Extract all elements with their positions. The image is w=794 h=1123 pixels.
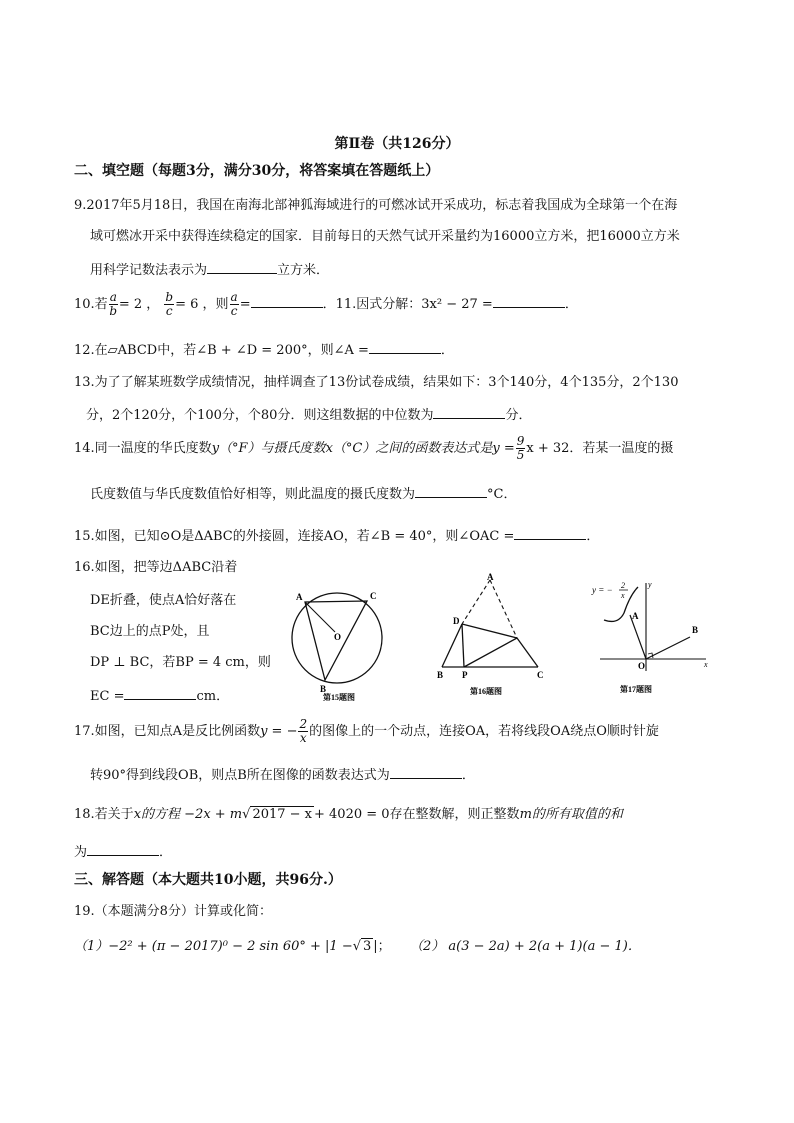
q14-line2-text: 氏度数值与华氏度数值恰好相等，则此温度的摄氏度数为: [90, 487, 416, 502]
fig17-line-oa: [630, 615, 646, 659]
q16-line2: DE折叠，使点A恰好落在: [90, 593, 237, 608]
fig17-caption: 第17题图: [620, 685, 652, 694]
fig16-dashed-ae: [490, 580, 517, 638]
q15-line: [74, 525, 599, 546]
fig17-eq-num: 2: [621, 581, 625, 590]
q9-line2: 域可燃冰开采中获得连续稳定的国家．目前每日的天然气试开采量约为16000立方米，把16000立方米: [90, 229, 680, 244]
q15-end: ．: [586, 529, 600, 544]
page-title: 第Ⅱ卷（共126分）: [334, 136, 460, 152]
fig17-label-y: y: [648, 580, 652, 589]
q16-unit: cm．: [196, 689, 230, 704]
q16-line3: BC边上的点P处，且: [90, 624, 210, 639]
q14-text-a: 14.同一温度的华氏度数: [74, 441, 212, 456]
figure-16: [432, 572, 554, 700]
q9-line3: [90, 259, 329, 280]
q18-text-a: 18.若关于: [74, 807, 134, 822]
fig16-label-d: D: [453, 616, 460, 626]
q10-fraction-ab: [109, 291, 118, 318]
q9-unit: 立方米．: [277, 263, 330, 278]
q18-answer-blank[interactable]: [87, 841, 159, 856]
q17-line2: [90, 764, 475, 785]
q9-line1: 9.2017年5月18日，我国在南海北部神狐海域进行的可燃冰试开采成功，标志着我国成为全球第一个在海: [74, 198, 678, 213]
q9-answer-blank[interactable]: [207, 259, 277, 274]
q17-answer-blank[interactable]: [390, 764, 462, 779]
q10-answer-blank[interactable]: [251, 293, 323, 308]
q14-text-c: x（°C）之间的函数表达式是: [325, 441, 493, 456]
q10-eq3: =: [239, 297, 251, 312]
q12-text: 12.在▱ABCD中，若∠B + ∠D = 200°，则∠A =: [74, 343, 369, 358]
fig16-fold-de: [462, 624, 517, 638]
fig17-eq: y = −: [592, 585, 613, 595]
q16-line4: DP ⊥ BC，若BP = 4 cm，则: [90, 655, 271, 670]
q17-text-a: 17.如图，已知点A是反比例函数: [74, 724, 261, 739]
q19-part1-text-b: |；: [373, 939, 391, 954]
q16-line1: 16.如图，把等边ΔABC沿着: [74, 560, 238, 575]
q14-fraction: [516, 435, 526, 462]
q15-answer-blank[interactable]: [514, 525, 586, 540]
fig16-line-pe: [464, 638, 517, 667]
q18-text-c: + 4020 = 0存在整数解，则正整数: [314, 807, 520, 822]
fig15-label-a: A: [296, 592, 303, 602]
q12-answer-blank[interactable]: [369, 339, 441, 354]
q13-line1: 13.为了了解某班数学成绩情况，抽样调查了13份试卷成绩，结果如下：3个140分，4个135分，2个130: [74, 375, 679, 390]
q14-line2: [90, 483, 516, 504]
q14-answer-blank[interactable]: [415, 483, 487, 498]
fig16-caption: 第16题图: [470, 687, 502, 696]
q10-q11-line: [74, 289, 578, 321]
q14-den: 5: [516, 448, 525, 462]
q18-end: ．: [159, 845, 173, 860]
q10-num-a: a: [109, 290, 117, 304]
q18-text-d: m的所有取值的和: [519, 807, 623, 822]
q16-line5: [90, 685, 229, 706]
q14-unit: °C．: [487, 487, 517, 502]
fig17-eq-den: x: [621, 591, 625, 600]
q14-text-b: y（°F）与摄氏度数: [211, 441, 326, 456]
q18-line2: [74, 841, 172, 862]
q13-line2: [86, 404, 531, 425]
q14-text-d: y =: [492, 441, 515, 456]
q10-den-c2: c: [230, 304, 238, 318]
q10-fraction-bc: [164, 291, 174, 318]
fig16-label-p: P: [462, 670, 468, 680]
q17-fraction: [298, 718, 308, 745]
q18-text-b: x的方程 −2x + m: [133, 807, 243, 822]
q10-den-b: b: [109, 304, 118, 318]
fig17-label-a: A: [632, 611, 639, 621]
fig16-label-c: C: [537, 670, 544, 680]
section-fill-in-heading: 二、填空题（每题3分，满分30分，将答案填在答题纸上）: [74, 163, 440, 179]
q10-eq2: = 6 ，则: [175, 297, 229, 312]
q18-line2-text: 为: [74, 845, 88, 860]
q19-part1-text-a: （1）−2² + (π − 2017)⁰ − 2 sin 60° + |1 −: [74, 939, 353, 954]
q10-fraction-ac: [230, 291, 239, 318]
fig17-label-o: O: [638, 661, 646, 671]
fig17-label-b: B: [692, 625, 699, 635]
q19-heading: 19.（本题满分8分）计算或化简：: [74, 904, 272, 919]
fig15-label-b: B: [320, 684, 327, 694]
fig17-label-x: x: [704, 660, 708, 669]
q10-den-c: c: [165, 304, 173, 318]
q10-num-b: b: [165, 290, 174, 304]
q16-answer-blank[interactable]: [124, 685, 196, 700]
q18-line1: [74, 806, 623, 824]
figure-17: [588, 575, 713, 700]
q18-radicand: 2017 − x: [252, 807, 313, 822]
fig16-dashed-ad: [462, 580, 490, 624]
q17-num: 2: [299, 717, 308, 731]
q16-line5-text: EC =: [90, 689, 125, 704]
q13-answer-blank[interactable]: [433, 404, 505, 419]
fig15-label-c: C: [370, 591, 377, 601]
q14-num: 9: [516, 434, 525, 448]
q12-line: [74, 339, 454, 360]
figure-15: [285, 580, 395, 705]
q13-line2-text: 分，2个120分，个100分，个80分．则这组数据的中位数为: [86, 408, 434, 423]
q19-part1-radicand: 3: [363, 939, 372, 954]
q17-den: x: [299, 731, 307, 745]
fig16-line-dp: [462, 624, 464, 667]
q11-end: ．: [564, 297, 578, 312]
q11-answer-blank[interactable]: [493, 293, 565, 308]
q17-eq: y = −: [260, 724, 298, 739]
fig16-side-db: [442, 624, 462, 667]
q14-line1: [74, 432, 673, 466]
q17-line1: [74, 716, 659, 748]
q17-line2-text: 转90°得到线段OB，则点B所在图像的函数表达式为: [90, 768, 390, 783]
q10-num-a2: a: [230, 290, 238, 304]
fig16-label-b: B: [437, 670, 444, 680]
q19-part1: [74, 938, 391, 956]
fig16-label-a: A: [487, 572, 494, 582]
q14-text-e: x + 32．若某一温度的摄: [526, 441, 674, 456]
section-solve-heading: 三、解答题（本大题共10小题，共96分.）: [74, 872, 342, 888]
fig15-label-o: O: [334, 632, 342, 642]
q17-end: ．: [461, 768, 475, 783]
q15-text: 15.如图，已知⊙O是ΔABC的外接圆，连接AO，若∠B = 40°，则∠OAC =: [74, 529, 515, 544]
fig16-side-ec: [517, 638, 538, 667]
q9-line3-text: 用科学记数法表示为: [90, 263, 208, 278]
q19-part1-sqrt-sign: √: [352, 939, 362, 954]
q11-text: ．11.因式分解：3x² − 27 =: [322, 297, 493, 312]
fig15-caption: 第15题图: [323, 693, 355, 702]
q19-part2: （2） a(3 − 2a) + 2(a + 1)(a − 1)．: [410, 939, 641, 954]
q12-end: ．: [440, 343, 454, 358]
q17-text-c: 的图像上的一个动点，连接OA，若将线段OA绕点O顺时针旋: [309, 724, 659, 739]
q10-eq1: = 2 ，: [118, 297, 160, 312]
q10-prefix: 10.若: [74, 297, 108, 312]
q18-sqrt-sign: √: [242, 807, 251, 822]
q13-unit: 分．: [505, 408, 532, 423]
